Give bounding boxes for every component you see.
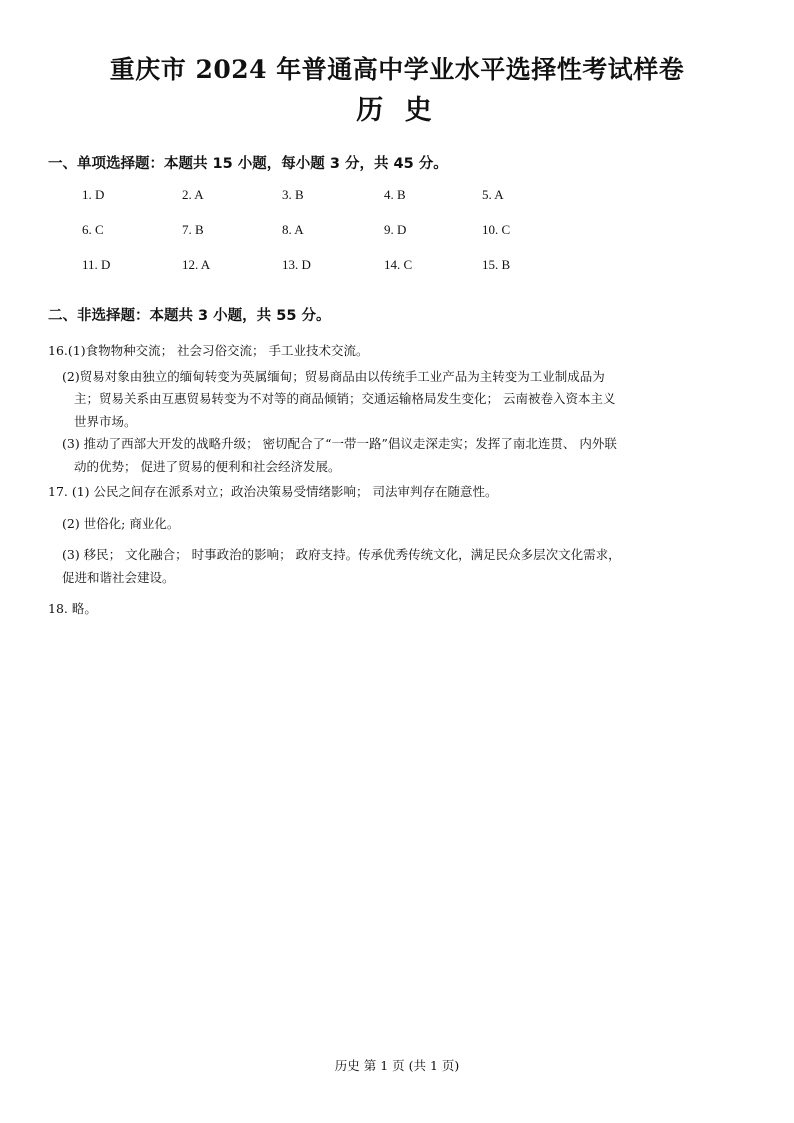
answer-8: 8. A bbox=[282, 222, 304, 237]
section-heading-multiple-choice: 一、单项选择题：本题共 15 小题，每小题 3 分，共 45 分。 bbox=[48, 156, 448, 172]
section-heading-non-choice: 二、非选择题：本题共 3 小题，共 55 分。 bbox=[48, 308, 331, 324]
answer-6: 6. C bbox=[82, 222, 104, 237]
answer-4: 4. B bbox=[384, 187, 406, 202]
answer-15: 15. B bbox=[482, 257, 511, 272]
exam-title: 重庆市 2024 年普通高中学业水平选择性考试样卷 bbox=[109, 55, 685, 84]
answer-13: 13. D bbox=[282, 257, 311, 272]
non-choice-answers bbox=[48, 340, 708, 621]
answer-row bbox=[82, 222, 602, 257]
page-footer: 历史 第 1 页 (共 1 页) bbox=[334, 1058, 460, 1073]
answer-14: 14. C bbox=[384, 257, 413, 272]
q17-part2: (2) 世俗化; 商业化。 bbox=[62, 515, 180, 531]
answer-5: 5. A bbox=[482, 187, 504, 202]
subject-title: 历 史 bbox=[356, 95, 438, 126]
answer-row bbox=[82, 187, 602, 222]
answer-7: 7. B bbox=[182, 222, 204, 237]
q16-part2-line3: 世界市场。 bbox=[74, 413, 137, 429]
answer-3: 3. B bbox=[282, 187, 304, 202]
q16-part3-line2: 动的优势； 促进了贸易的便利和社会经济发展。 bbox=[74, 458, 341, 474]
answer-11: 11. D bbox=[82, 257, 111, 272]
q16-part3-line1: (3) 推动了西部大开发的战略升级； 密切配合了“一带一路”倡议走深走实；发挥了南北连贯、 内外联 bbox=[62, 436, 617, 451]
q16-part1: 16.(1)食物物种交流； 社会习俗交流； 手工业技术交流。 bbox=[48, 343, 369, 358]
q18-answer: 18. 略。 bbox=[48, 601, 97, 616]
answer-9: 9. D bbox=[384, 222, 407, 237]
q17-part1: 17. (1) 公民之间存在派系对立；政治决策易受情绪影响； 司法审判存在随意性。 bbox=[48, 484, 498, 499]
answer-12: 12. A bbox=[182, 257, 211, 272]
answer-2: 2. A bbox=[182, 187, 204, 202]
answer-1: 1. D bbox=[82, 187, 105, 202]
multiple-choice-answer-grid bbox=[82, 187, 602, 292]
answer-row bbox=[82, 257, 602, 292]
q16-part2-line2: 主；贸易关系由互惠贸易转变为不对等的商品倾销；交通运输格局发生变化； 云南被卷入资本主义 bbox=[74, 391, 616, 406]
q17-part3-line1: (3) 移民； 文化融合； 时事政治的影响； 政府支持。传承优秀传统文化，满足民众多层次文化需求， bbox=[62, 547, 621, 562]
q17-part3-line2: 促进和谐社会建设。 bbox=[62, 569, 175, 585]
answer-10: 10. C bbox=[482, 222, 511, 237]
q16-part2-line1: (2)贸易对象由独立的缅甸转变为英属缅甸；贸易商品由以传统手工业产品为主转变为工业制成品为 bbox=[62, 368, 605, 384]
